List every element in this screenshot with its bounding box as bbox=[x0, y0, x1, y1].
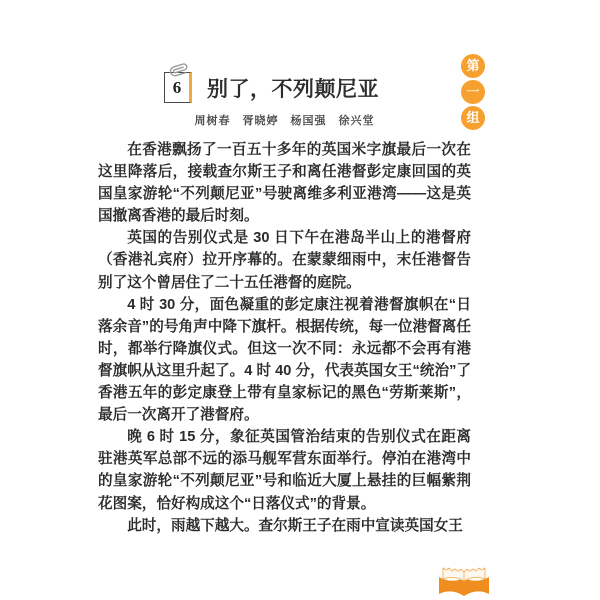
lesson-text bbox=[98, 139, 471, 537]
open-book-icon bbox=[437, 566, 491, 600]
unit-badge-circle-1: 第 bbox=[461, 54, 485, 78]
lesson-number: 6 bbox=[172, 77, 182, 97]
lesson-title: 别了，不列颠尼亚 bbox=[207, 77, 379, 101]
paperclip-icon bbox=[167, 58, 191, 82]
lesson-number-badge bbox=[164, 72, 192, 103]
paragraph-2: 英国的告别仪式是 30 日下午在港岛半山上的港督府（香港礼宾府）拉开序幕的。在蒙蒙细雨中，末任港督告别了这个曾居住了二十五任港督的庭院。 bbox=[98, 230, 471, 291]
lesson-title-row bbox=[164, 72, 379, 103]
unit-badge-circle-3: 组 bbox=[461, 106, 485, 130]
paragraph-5: 此时，雨越下越大。查尔斯王子在雨中宣读英国女王 bbox=[127, 517, 463, 534]
paragraph-4: 晚 6 时 15 分，象征英国管治结束的告别仪式在距离驻港英军总部不远的添马舰军营东面举行。停泊在港湾中的皇家游轮“不列颠尼亚”号和临近大厦上悬挂的巨幅紫荆花图案，恰好构成这个“日落仪式”的背景。 bbox=[98, 429, 471, 512]
authors-line: 周树春 胥晓婷 杨国强 徐兴堂 bbox=[194, 115, 375, 127]
unit-badge-circle-2: 一 bbox=[461, 80, 485, 104]
paragraph-1: 在香港飘扬了一百五十多年的英国米字旗最后一次在这里降落后，接载查尔斯王子和离任港督彭定康回国的英国皇家游轮“不列颠尼亚”号驶离维多利亚港湾——这是英国撤离香港的最后时刻。 bbox=[98, 142, 471, 225]
paragraph-3: 4 时 30 分，面色凝重的彭定康注视着港督旗帜在“日落余音”的号角声中降下旗杆。根据传统，每一位港督离任时，都举行降旗仪式。但这一次不同：永远都不会再有港督旗帜从这里升起了。4 时 40 分，代表英国女王“统治”了香港五年的彭定康登上带有皇家标记的黑色“劳斯莱斯”，最后一次离开了港督府。 bbox=[98, 296, 471, 424]
